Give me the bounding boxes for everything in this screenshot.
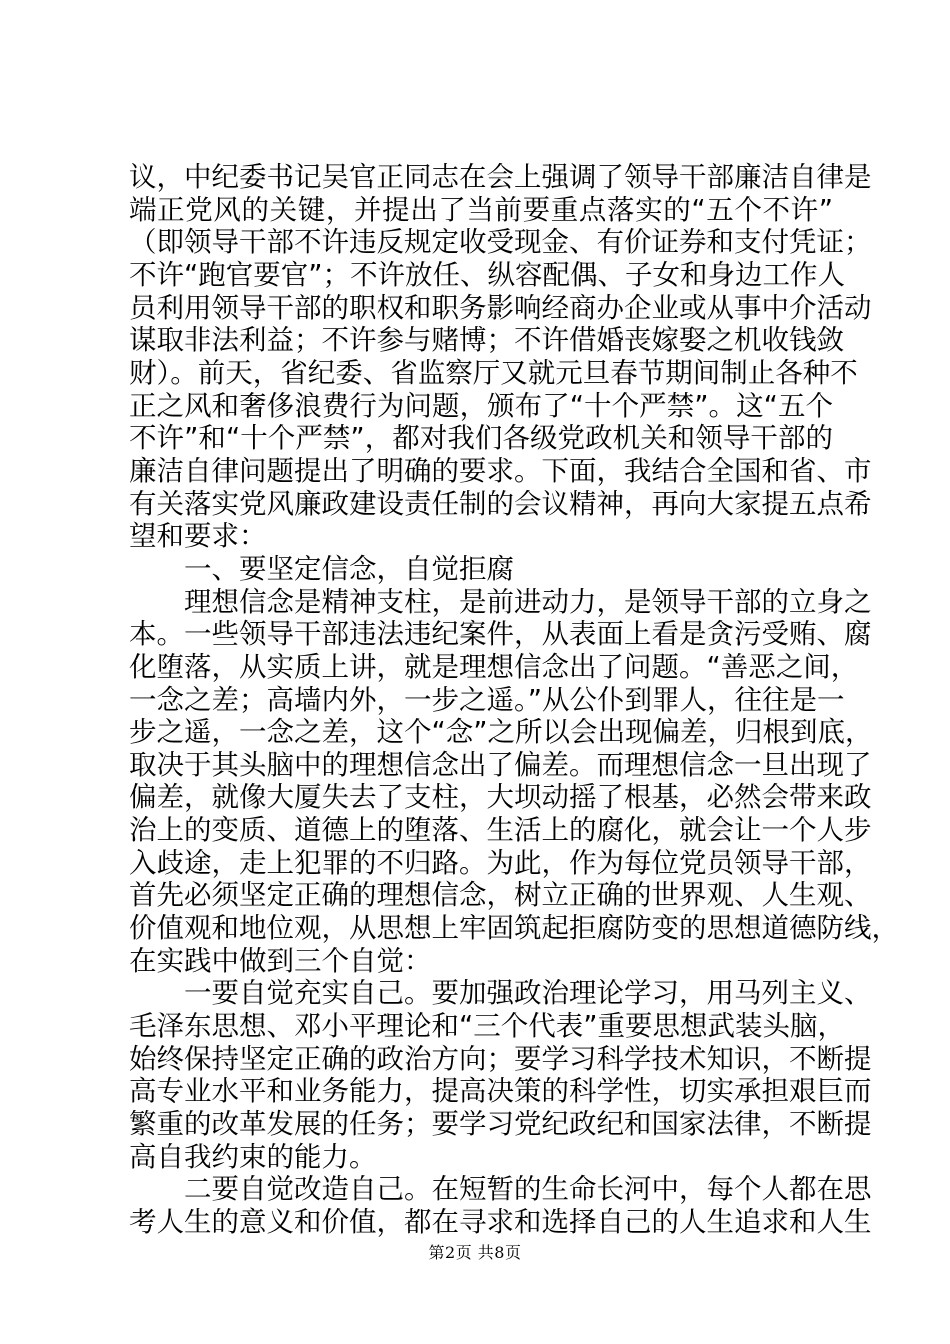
text-line: 毛泽东思想、邓小平理论和“三个代表”重要思想武装头脑，: [129, 1010, 845, 1043]
text-line: 望和要求：: [129, 520, 267, 553]
text-line: 入歧途，走上犯罪的不归路。为此，作为每位党员领导干部，: [129, 846, 872, 879]
text-line: 议，中纪委书记吴官正同志在会上强调了领导干部廉洁自律是: [129, 161, 872, 193]
text-line: 一念之差；高墙内外，一步之遥。”从公仆到罪人，往往是一: [129, 683, 845, 716]
document-body: [129, 161, 899, 1239]
text-line: 廉洁自律问题提出了明确的要求。下面，我结合全国和省、市: [129, 454, 872, 487]
text-line: 考人生的意义和价值，都在寻求和选择自己的人生追求和人生: [129, 1206, 872, 1238]
text-line: 不许“跑官要官”；不许放任、纵容配偶、子女和身边工作人: [129, 258, 845, 291]
text-line: 正之风和奢侈浪费行为问题，颁布了“十个严禁”。这“五个: [129, 389, 833, 422]
text-line: 化堕落，从实质上讲，就是理想信念出了问题。“善恶之间，: [129, 650, 859, 683]
text-line: 财）。前天，省纪委、省监察厅又就元旦春节期间制止各种不: [129, 356, 858, 389]
text-line: 首先必须坚定正确的理想信念，树立正确的世界观、人生观、: [129, 879, 872, 912]
text-line: 端正党风的关键，并提出了当前要重点落实的“五个不许”: [129, 193, 833, 226]
text-line: 一、要坚定信念，自觉拒腐: [184, 552, 514, 585]
text-line: 谋取非法利益；不许参与赌博；不许借婚丧嫁娶之机收钱敛: [129, 324, 844, 357]
page-indicator: 第2页 共8页: [428, 1243, 522, 1262]
text-line: 本。一些领导干部违法违纪案件，从表面上看是贪污受贿、腐: [129, 618, 872, 651]
text-line: （即领导干部不许违反规定收受现金、有价证券和支付凭证；: [129, 226, 872, 259]
text-line: 理想信念是精神支柱，是前进动力，是领导干部的立身之: [184, 585, 872, 618]
text-line: 偏差，就像大厦失去了支柱，大坝动摇了根基，必然会带来政: [129, 781, 872, 814]
text-line: 繁重的改革发展的任务；要学习党纪政纪和国家法律，不断提: [129, 1108, 872, 1141]
text-line: 高专业水平和业务能力，提高决策的科学性，切实承担艰巨而: [129, 1075, 872, 1108]
text-line: 有关落实党风廉政建设责任制的会议精神，再向大家提五点希: [129, 487, 872, 520]
text-line: 取决于其头脑中的理想信念出了偏差。而理想信念一旦出现了: [129, 748, 872, 781]
text-line: 不许”和“十个严禁”，都对我们各级党政机关和领导干部的: [129, 422, 833, 455]
text-line: 二要自觉改造自己。在短暂的生命长河中，每个人都在思: [184, 1173, 872, 1206]
text-line: 始终保持坚定正确的政治方向；要学习科学技术知识，不断提: [129, 1042, 872, 1075]
page-footer: [0, 1240, 950, 1263]
text-line: 治上的变质、道德上的堕落、生活上的腐化，就会让一个人步: [129, 814, 872, 847]
text-line: 高自我约束的能力。: [129, 1140, 377, 1173]
text-line: 员利用领导干部的职权和职务影响经商办企业或从事中介活动: [129, 291, 872, 324]
text-line: 一要自觉充实自己。要加强政治理论学习，用马列主义、: [184, 977, 872, 1010]
text-line: 价值观和地位观，从思想上牢固筑起拒腐防变的思想道德防线，: [129, 912, 899, 945]
text-line: 在实践中做到三个自觉：: [129, 944, 432, 977]
text-line: 步之遥，一念之差，这个“念”之所以会出现偏差，归根到底，: [129, 716, 873, 749]
